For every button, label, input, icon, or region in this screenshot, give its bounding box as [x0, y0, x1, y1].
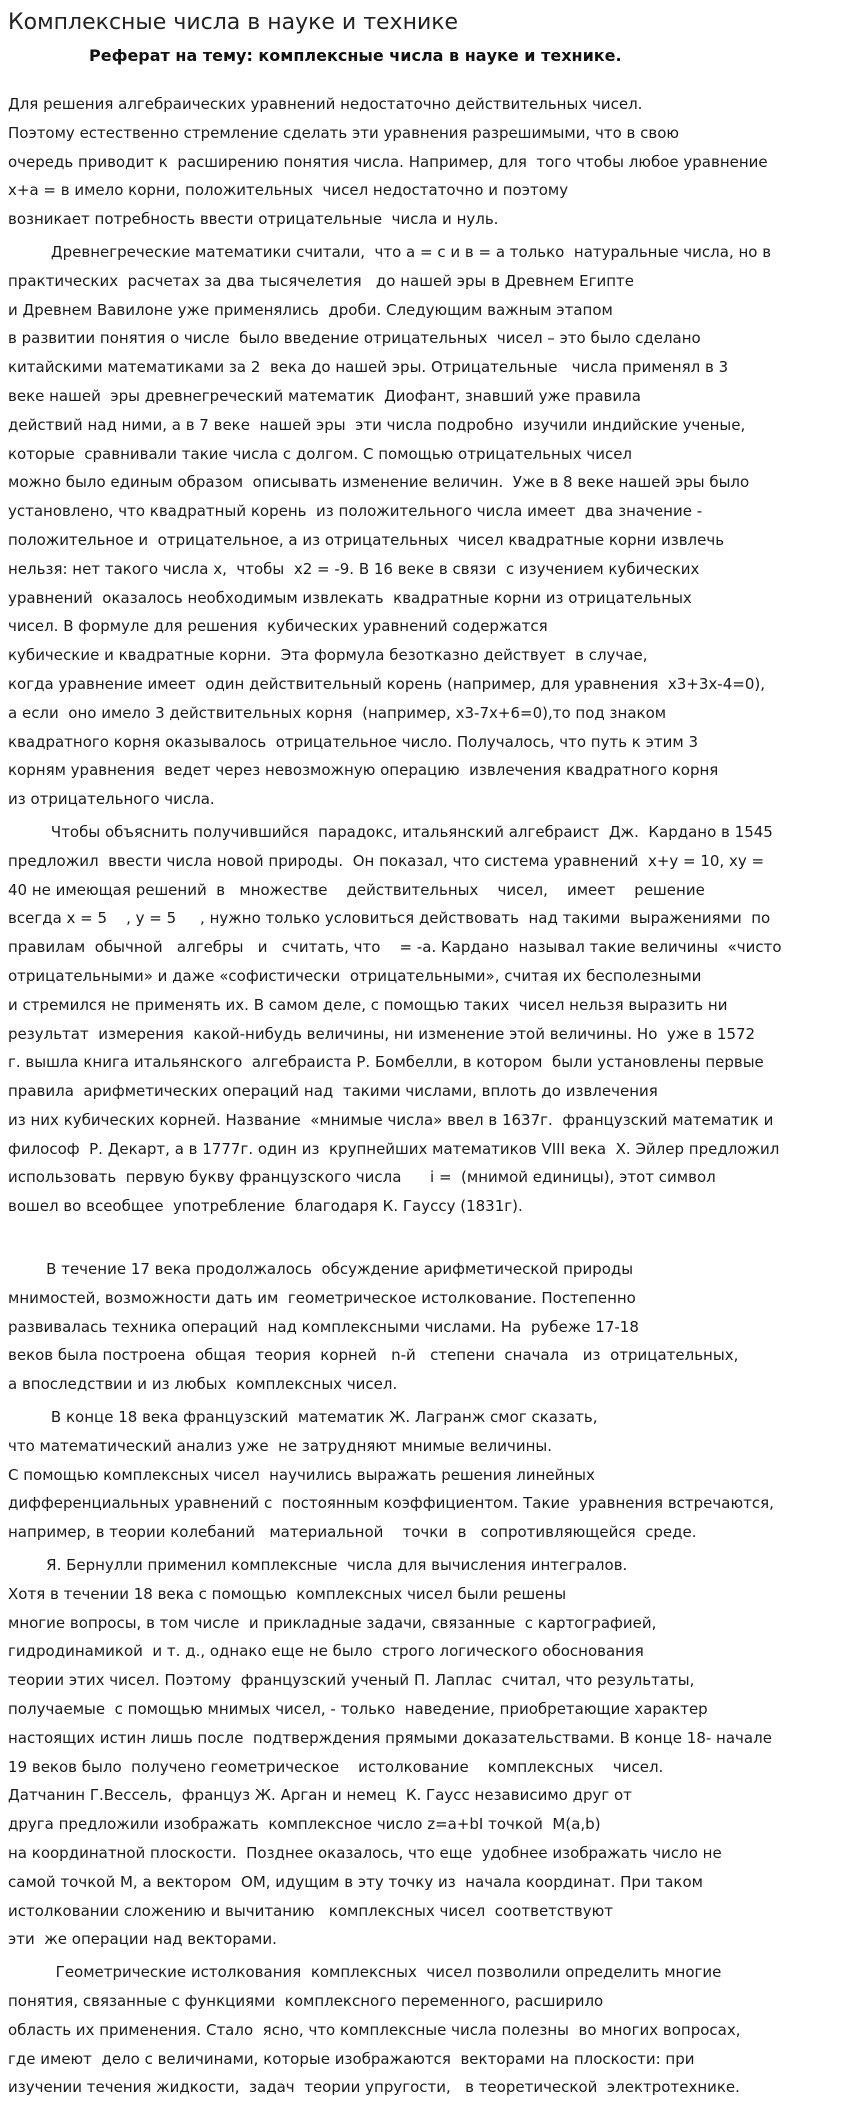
text-line: Древнегреческие математики считали, что а = с и в = а только натуральные числа, но в [8, 242, 772, 261]
text-line: квадратного корня оказывалось отрицательное число. Получалось, что путь к этим 3 [8, 732, 698, 751]
text-line: настоящих истин лишь после подтверждения прямыми доказательствами. В конце 18- начале [8, 1728, 772, 1747]
text-line: г. вышла книга итальянского алгебраиста Р. Бомбелли, в котором были установлены первые [8, 1053, 764, 1072]
text-line: гидродинамикой и т. д., однако еще не было строго логического обоснования [8, 1642, 644, 1661]
text-line: а если оно имело 3 действительных корня (например, x3-7x+6=0),то под знаком [8, 703, 667, 722]
text-line: мнимостей, возможности дать им геометрическое истолкование. Постепенно [8, 1288, 636, 1307]
text-line: Геометрические истолкования комплексных чисел позволили определить многие [8, 1963, 722, 1982]
text-line: понятия, связанные с функциями комплексного переменного, расширило [8, 1992, 604, 2010]
text-line: изучении течения жидкости, задач теории упругости, в теоретической электротехнике. [8, 2078, 740, 2097]
text-line: можно было единым образом описывать изменение величин. Уже в 8 веке нашей эры было [8, 473, 750, 492]
text-line: кубические и квадратные корни. Эта формула безотказно действует в случае, [8, 646, 648, 665]
text-line: В течение 17 века продолжалось обсуждение арифметической природы [8, 1260, 634, 1279]
text-line: китайскими математиками за 2 века до нашей эры. Отрицательные числа применял в 3 [8, 358, 729, 377]
text-line: действий над ними, а в 7 веке нашей эры эти числа подробно изучили индийские ученые, [8, 415, 746, 434]
paragraph-cardano [8, 818, 841, 1221]
text-line: установлено, что квадратный корень из положительного числа имеет два значение - [8, 502, 703, 521]
text-line: когда уравнение имеет один действительный корень (например, для уравнения x3+3x-4=0), [8, 674, 765, 693]
text-line: В конце 18 века французский математик Ж. Лагранж смог сказать, [8, 1408, 598, 1427]
paragraph-lagrange [8, 1403, 841, 1547]
text-line: правила арифметических операций над такими числами, вплоть до извлечения [8, 1082, 658, 1101]
text-line: на координатной плоскости. Позднее оказалось, что еще удобнее изображать число не [8, 1844, 722, 1863]
text-line: Я. Бернулли применил комплексные числа для вычисления интегралов. [8, 1556, 628, 1575]
text-line: философ Р. Декарт, а в 1777г. один из крупнейших математиков VIII века Х. Эйлер предложил [8, 1139, 780, 1158]
text-line: эти же операции над векторами. [8, 1930, 277, 1949]
text-line: веков была построена общая теория корней n-й степени сначала из отрицательных, [8, 1346, 739, 1365]
text-line: всегда х = 5 , у = 5 , нужно только условиться действовать над такими выражениями по [8, 909, 771, 928]
text-line: друга предложили изображать комплексное число z=a+bI точкой M(a,b) [8, 1815, 601, 1834]
text-line: возникает потребность ввести отрицательные числа и нуль. [8, 210, 499, 229]
text-line: и стремился не применять их. В самом деле, с помощью таких чисел нельзя выразить ни [8, 995, 728, 1014]
text-line: которые сравнивали такие числа с долгом. С помощью отрицательных чисел [8, 444, 633, 463]
text-line: веке нашей эры древнегреческий математик Диофант, знавший уже правила [8, 386, 641, 405]
text-line: получаемые с помощью мнимых чисел, - только наведение, приобретающие характер [8, 1700, 708, 1719]
text-line: положительное и отрицательное, а из отрицательных чисел квадратные корни извлечь [8, 530, 725, 549]
text-line: практических расчетах за два тысячелетия до нашей эры в Древнем Египте [8, 271, 635, 290]
text-line: отрицательными» и даже «софистически отрицательными», считая их бесполезными [8, 966, 702, 985]
paragraph-17th-century [8, 1255, 841, 1399]
text-line: развивалась техника операций над комплексными числами. На рубеже 17-18 [8, 1317, 639, 1336]
text-line: истолковании сложению и вычитанию комплексных чисел соответствуют [8, 1901, 613, 1920]
text-line: дифференциальных уравнений с постоянным коэффициентом. Такие уравнения встречаются, [8, 1494, 774, 1513]
text-line: в развитии понятия о числе было введение отрицательных чисел – это было сделано [8, 329, 701, 348]
text-line: уравнений оказалось необходимым извлекать квадратные корни из отрицательных [8, 588, 692, 607]
text-line: теории этих чисел. Поэтому французский ученый П. Лаплас считал, что результаты, [8, 1671, 695, 1690]
text-line: правилам обычной алгебры и считать, что = -а. Кардано называл такие величины «чисто [8, 938, 782, 957]
text-line: результат измерения какой-нибудь величины, ни изменение этой величины. Но уже в 1572 [8, 1024, 756, 1043]
paragraph-bernoulli [8, 1551, 841, 1954]
text-line: Датчанин Г.Вессель, француз Ж. Арган и немец К. Гаусс независимо друг от [8, 1786, 632, 1805]
text-line: Чтобы объяснить получившийся парадокс, итальянский алгебраист Дж. Кардано в 1545 [8, 822, 773, 841]
text-line: из них кубических корней. Название «мнимые числа» ввел в 1637г. французский математик и [8, 1110, 774, 1129]
text-line: Поэтому естественно стремление сделать эти уравнения разрешимыми, что в свою [8, 123, 680, 142]
text-line: а впоследствии и из любых комплексных чисел. [8, 1375, 398, 1394]
text-line: чисел. В формуле для решения кубических уравнений содержатся [8, 617, 548, 636]
paragraph-geometric-interpretation [8, 1958, 841, 2102]
text-line: самой точкой М, а вектором ОМ, идущим в эту точку из начала координат. При таком [8, 1872, 703, 1891]
document-subtitle: Реферат на тему: комплексные числа в науке и технике. [89, 46, 622, 65]
text-line: С помощью комплексных чисел научились выражать решения линейных [8, 1465, 595, 1484]
text-line: x+a = в имело корни, положительных чисел недостаточно и поэтому [8, 181, 569, 200]
text-line: очередь приводит к расширению понятия числа. Например, для того чтобы любое уравнение [8, 152, 768, 171]
text-line: например, в теории колебаний материальной точки в сопротивляющейся среде. [8, 1523, 697, 1542]
text-line: корням уравнения ведет через невозможную операцию извлечения квадратного корня [8, 761, 719, 780]
text-line: 19 веков было получено геометрическое истолкование комплексных чисел. [8, 1757, 664, 1776]
text-line: нельзя: нет такого числа х, чтобы х2 = -9. В 16 веке в связи с изучением кубических [8, 559, 700, 578]
text-line: область их применения. Стало ясно, что комплексные числа полезны во многих вопросах, [8, 2020, 741, 2039]
text-line: что математический анализ уже не затрудняют мнимые величины. [8, 1436, 553, 1455]
text-line: Хотя в течении 18 века с помощью комплексных чисел были решены [8, 1584, 567, 1603]
paragraph-ancient-greeks [8, 238, 841, 814]
text-line: многие вопросы, в том числе и прикладные задачи, связанные с картографией, [8, 1613, 657, 1632]
text-line: 40 не имеющая решений в множестве действительных чисел, имеет решение [8, 880, 705, 899]
text-line: Для решения алгебраических уравнений недостаточно действительных чисел. [8, 95, 643, 113]
text-line: и Древнем Вавилоне уже применялись дроби. Следующим важным этапом [8, 300, 613, 319]
paragraph-intro [8, 90, 841, 234]
document-title: Комплексные числа в науке и технике [8, 10, 459, 35]
text-line: из отрицательного числа. [8, 790, 215, 809]
text-line: использовать первую букву французского числа i = (мнимой единицы), этот символ [8, 1168, 716, 1187]
text-line: предложил ввести числа новой природы. Он показал, что система уравнений x+y = 10, xy = [8, 851, 765, 870]
text-line: где имеют дело с величинами, которые изображаются векторами на плоскости: при [8, 2049, 695, 2068]
text-line: вошел во всеобщее употребление благодаря К. Гауссу (1831г). [8, 1197, 523, 1216]
